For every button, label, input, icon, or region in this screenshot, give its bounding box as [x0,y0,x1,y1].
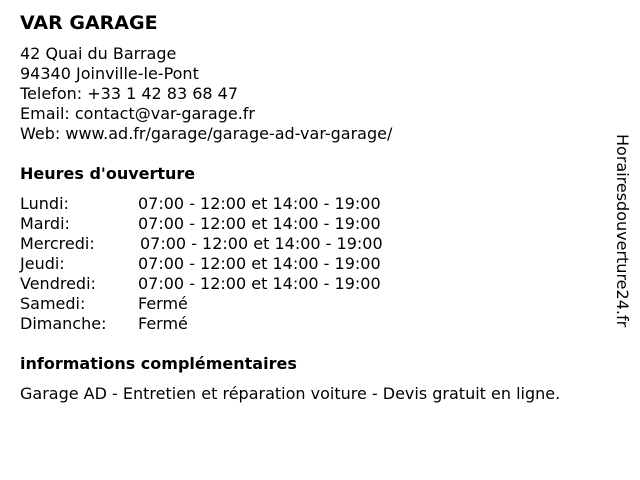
address-line-street: 42 Quai du Barrage [20,44,177,63]
time-value: 07:00 - 12:00 et 14:00 - 19:00 [140,234,383,253]
time-value: 07:00 - 12:00 et 14:00 - 19:00 [138,274,381,293]
info-heading: informations complémentaires [20,354,297,373]
day-label: Lundi: [20,194,69,213]
address-line-city: 94340 Joinville-le-Pont [20,64,199,83]
business-name: VAR GARAGE [20,12,158,34]
day-label: Mardi: [20,214,70,233]
contact-block [20,44,392,144]
info-text: Garage AD - Entretien et réparation voiture - Devis gratuit en ligne. [20,384,561,403]
time-value: Fermé [138,294,188,313]
website-text: Web: www.ad.fr/garage/garage-ad-var-garage/ [20,124,393,143]
day-label: Mercredi: [20,234,95,253]
day-label: Jeudi: [20,254,65,273]
time-value: 07:00 - 12:00 et 14:00 - 19:00 [138,214,381,233]
email-text: Email: contact@var-garage.fr [20,104,255,123]
phone-text: Telefon: +33 1 42 83 68 47 [20,84,239,103]
day-label: Vendredi: [20,274,96,293]
site-watermark: Horairesdouverture24.fr [613,134,632,328]
time-value: 07:00 - 12:00 et 14:00 - 19:00 [138,254,381,273]
day-label: Samedi: [20,294,86,313]
day-label: Dimanche: [20,314,107,333]
time-value: Fermé [138,314,188,333]
hours-heading: Heures d'ouverture [20,164,196,183]
time-value: 07:00 - 12:00 et 14:00 - 19:00 [138,194,381,213]
